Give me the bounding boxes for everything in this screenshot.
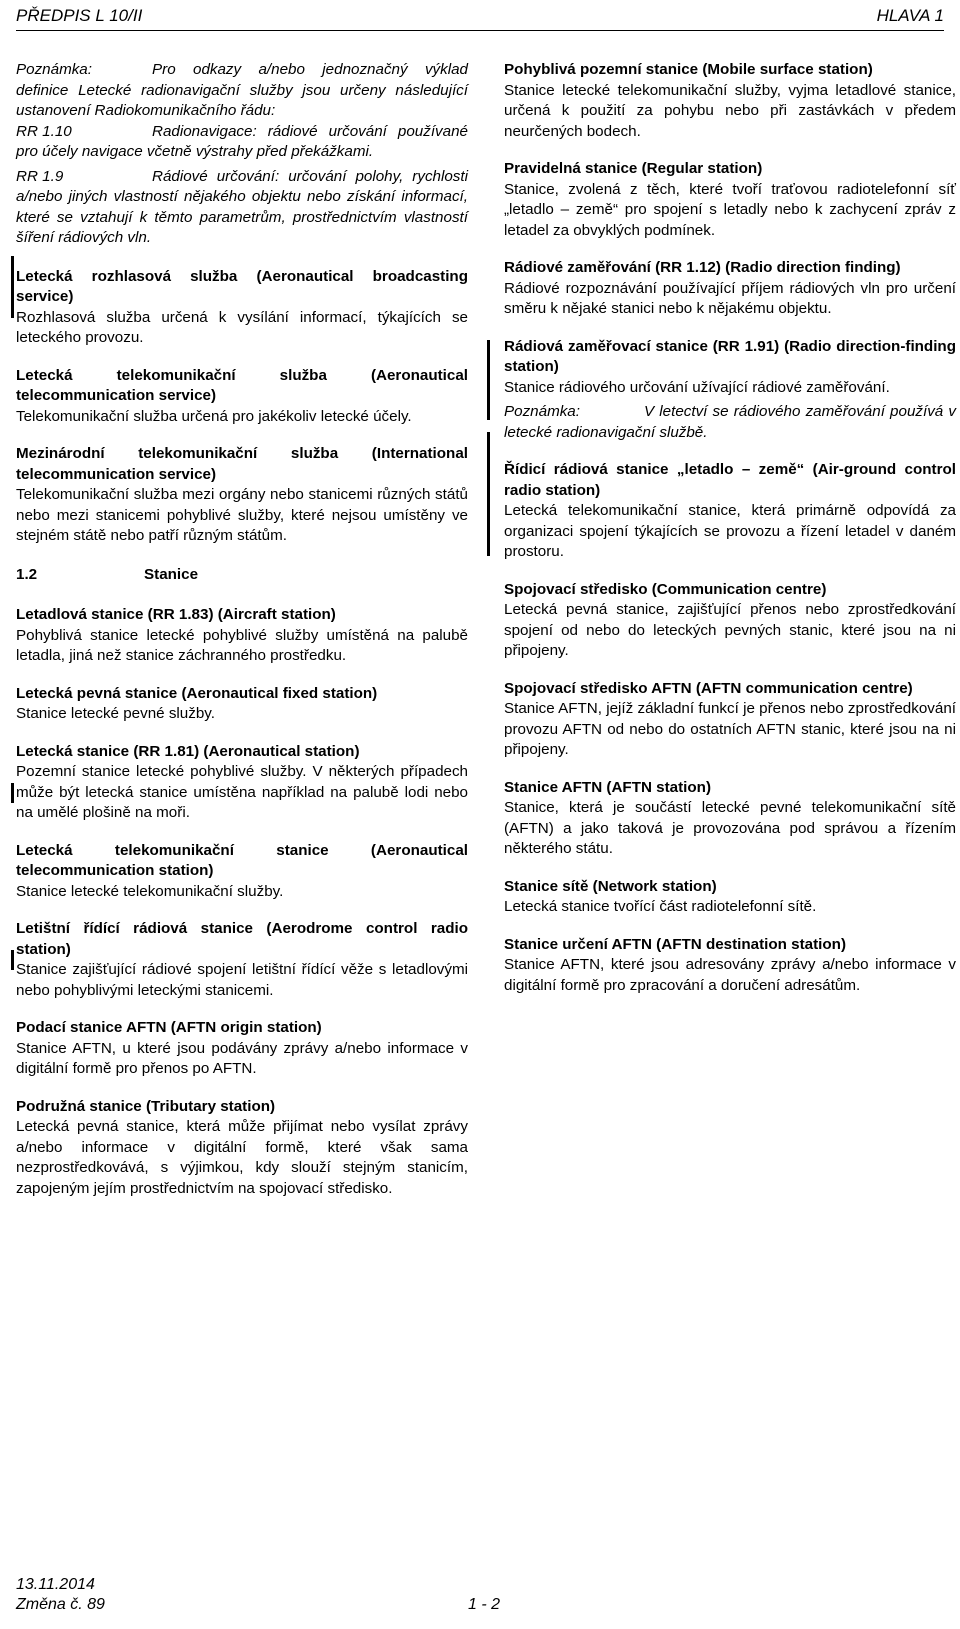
definition-body: Stanice, která je součástí letecké pevné telekomunikační sítě (AFTN) a jako taková je provozována pod správou a řízením některého státu. bbox=[504, 799, 956, 857]
definition-body: Stanice AFTN, jejíž základní funkcí je přenos nebo zprostředkování provozu AFTN od nebo do ostatních AFTN stanic, které jsou na ni připojeny. bbox=[504, 700, 956, 758]
change-bar bbox=[487, 340, 490, 420]
definition-body: Letecká pevná stanice, která může přijímat nebo vysílat zprávy a/nebo informace v digitální formě, které však sama nezprostředkovává, s výjimkou, kdy slouží stejným stanicím, zapojeným jejím prostřednictvím na spojovací středisko. bbox=[16, 1118, 468, 1197]
definition-title: Mezinárodní telekomunikační služba (International telecommunication service) bbox=[16, 445, 468, 483]
definition-title: Pohyblivá pozemní stanice (Mobile surface station) bbox=[504, 61, 873, 78]
definition-title: Pravidelná stanice (Regular station) bbox=[504, 160, 763, 177]
definition-note bbox=[504, 402, 956, 443]
definition-body: Letecká stanice tvořící část radiotelefonní sítě. bbox=[504, 898, 817, 915]
note-block bbox=[16, 60, 468, 249]
section-number: 1.2 bbox=[16, 565, 38, 583]
definition bbox=[504, 337, 956, 444]
definition bbox=[16, 605, 468, 667]
definition-title: Spojovací středisko (Communication centre) bbox=[504, 580, 827, 598]
definition bbox=[16, 742, 468, 824]
definition-body: Telekomunikační služba určená pro jakékoliv letecké účely. bbox=[16, 407, 412, 425]
definition-body: Telekomunikační služba mezi orgány nebo stanicemi různých států nebo mezi stanicemi pohyblivé služby, které nejsou umístěny ve stejném státě nebo patří různým státům. bbox=[16, 486, 468, 544]
change-bar bbox=[11, 783, 14, 803]
definition-body: Stanice AFTN, které jsou adresovány zprávy a/nebo informace v digitální formě pro zpracování a doručení adresátům. bbox=[504, 956, 956, 994]
definition bbox=[504, 460, 956, 563]
definition-title: Letištní řídící rádiová stanice (Aerodrome control radio station) bbox=[16, 920, 468, 958]
definition bbox=[16, 919, 468, 1001]
definition-title: Stanice AFTN (AFTN station) bbox=[504, 778, 711, 796]
definition bbox=[504, 159, 956, 241]
section-title: Stanice bbox=[144, 565, 199, 583]
right-column bbox=[504, 60, 956, 1013]
definition bbox=[16, 267, 468, 349]
note-label: Poznámka: bbox=[16, 61, 92, 78]
definition-body: Stanice rádiového určování užívající rádiové zaměřování. bbox=[504, 378, 890, 396]
page-footer bbox=[16, 1575, 105, 1615]
definition bbox=[504, 258, 956, 320]
section-heading bbox=[16, 565, 468, 586]
definition-title: Řídicí rádiová stanice „letadlo – země“ (Air-ground control radio station) bbox=[504, 461, 956, 499]
definition-body: Rádiové rozpoznávání používající příjem rádiových vln pro určení směru k nějaké stanici nebo k nějakému objektu. bbox=[504, 279, 956, 317]
rr-label: RR 1.10 bbox=[16, 122, 72, 140]
definition-body: Stanice, zvolená z těch, které tvoří traťovou radiotelefonní síť „letadlo – země“ pro spojení s letadly nebo k zachycení zpráv z letadel za obvyklých podmínek. bbox=[504, 180, 956, 239]
definition-body: Stanice zajišťující rádiové spojení letištní řídící věže s letadlovými nebo pohyblivými leteckými stanicemi. bbox=[16, 961, 468, 999]
definition-body: Stanice letecké telekomunikační služby, vyjma letadlové stanice, určená k použití za pohybu nebo při zastávkách v předem neurčených bodech. bbox=[504, 81, 956, 140]
definition-title: Podružná stanice (Tributary station) bbox=[16, 1097, 276, 1115]
definition-title: Letecká stanice (RR 1.81) (Aeronautical station) bbox=[16, 742, 360, 760]
note-intro: Pro odkazy a/nebo jednoznačný výklad definice Letecké radionavigační služby jsou určeny následující ustanovení Radiokomunikačního řádu: bbox=[16, 61, 468, 119]
definition-title: Letecká rozhlasová služba (Aeronautical broadcasting service) bbox=[16, 267, 468, 305]
definition bbox=[16, 684, 468, 725]
definition-title: Stanice sítě (Network station) bbox=[504, 877, 717, 895]
header-chapter: HLAVA 1 bbox=[876, 6, 944, 25]
definition bbox=[504, 60, 956, 142]
footer-amendment: Změna č. 89 bbox=[16, 1596, 105, 1613]
header-doc-title: PŘEDPIS L 10/II bbox=[16, 6, 143, 25]
definition-title: Letadlová stanice (RR 1.83) (Aircraft station) bbox=[16, 606, 336, 623]
definition bbox=[16, 366, 468, 428]
rr-text: Rádiové určování: určování polohy, rychlosti a/nebo jiných vlastností nějakého objektu nebo získání informací, které se vztahují k těmto parametrům, prostřednictvím vlastností šíření rádiových vln. bbox=[16, 167, 468, 246]
definition-title: Rádiová zaměřovací stanice (RR 1.91) (Radio direction-finding station) bbox=[504, 337, 956, 375]
definition-body: Rozhlasová služba určená k vysílání informací, týkajících se leteckého provozu. bbox=[16, 308, 468, 346]
definition-title: Podací stanice AFTN (AFTN origin station) bbox=[16, 1019, 322, 1036]
definition-body: Stanice letecké pevné služby. bbox=[16, 705, 215, 722]
definition bbox=[504, 580, 956, 662]
definition bbox=[504, 935, 956, 997]
definition-title: Letecká pevná stanice (Aeronautical fixed station) bbox=[16, 684, 378, 702]
definition bbox=[16, 841, 468, 903]
note-label: Poznámka: bbox=[504, 403, 580, 420]
definition-body: Letecká telekomunikační stanice, která primárně odpovídá za organizaci spojení týkajících se provozu a řízení letadel v daném prostoru. bbox=[504, 502, 956, 560]
definition-title: Rádiové zaměřování (RR 1.12) (Radio direction finding) bbox=[504, 259, 901, 276]
page-number: 1 - 2 bbox=[468, 1596, 501, 1613]
definition bbox=[504, 778, 956, 860]
definition-body: Pozemní stanice letecké pohyblivé služby. V některých případech může být letecká stanice umístěna například na palubě lodi nebo na umělé plošině na moři. bbox=[16, 763, 468, 821]
definition bbox=[504, 877, 956, 918]
footer-date: 13.11.2014 bbox=[16, 1576, 95, 1593]
note-text: V letectví se rádiového zaměřování používá v letecké radionavigační službě. bbox=[504, 403, 956, 441]
definition bbox=[16, 444, 468, 547]
change-bar bbox=[11, 256, 14, 318]
change-bar bbox=[487, 432, 490, 556]
definition-body: Stanice AFTN, u které jsou podávány zprávy a/nebo informace v digitální formě pro přenos po AFTN. bbox=[16, 1039, 468, 1077]
change-bar bbox=[11, 950, 14, 970]
definition bbox=[16, 1097, 468, 1200]
definition-body: Pohyblivá stanice letecké pohyblivé služby umístěná na palubě letadla, jiná než stanice záchranného prostředku. bbox=[16, 626, 468, 664]
definition bbox=[16, 1018, 468, 1080]
rr-text: Radionavigace: rádiové určování používané pro účely navigace včetně výstrahy před překážkami. bbox=[16, 122, 468, 160]
definition bbox=[504, 679, 956, 761]
definition-body: Stanice letecké telekomunikační služby. bbox=[16, 882, 284, 900]
left-column bbox=[16, 60, 468, 1216]
definition-body: Letecká pevná stanice, zajišťující přenos nebo zprostředkování spojení od nebo do leteckých pevných stanic, které jsou na ni připojeny. bbox=[504, 601, 956, 659]
definition-title: Stanice určení AFTN (AFTN destination station) bbox=[504, 935, 847, 953]
page-header bbox=[16, 4, 944, 31]
definition-title: Letecká telekomunikační stanice (Aeronautical telecommunication station) bbox=[16, 841, 468, 879]
definition-title: Spojovací středisko AFTN (AFTN communication centre) bbox=[504, 679, 913, 697]
definition-title: Letecká telekomunikační služba (Aeronautical telecommunication service) bbox=[16, 366, 468, 404]
rr-label: RR 1.9 bbox=[16, 167, 64, 185]
